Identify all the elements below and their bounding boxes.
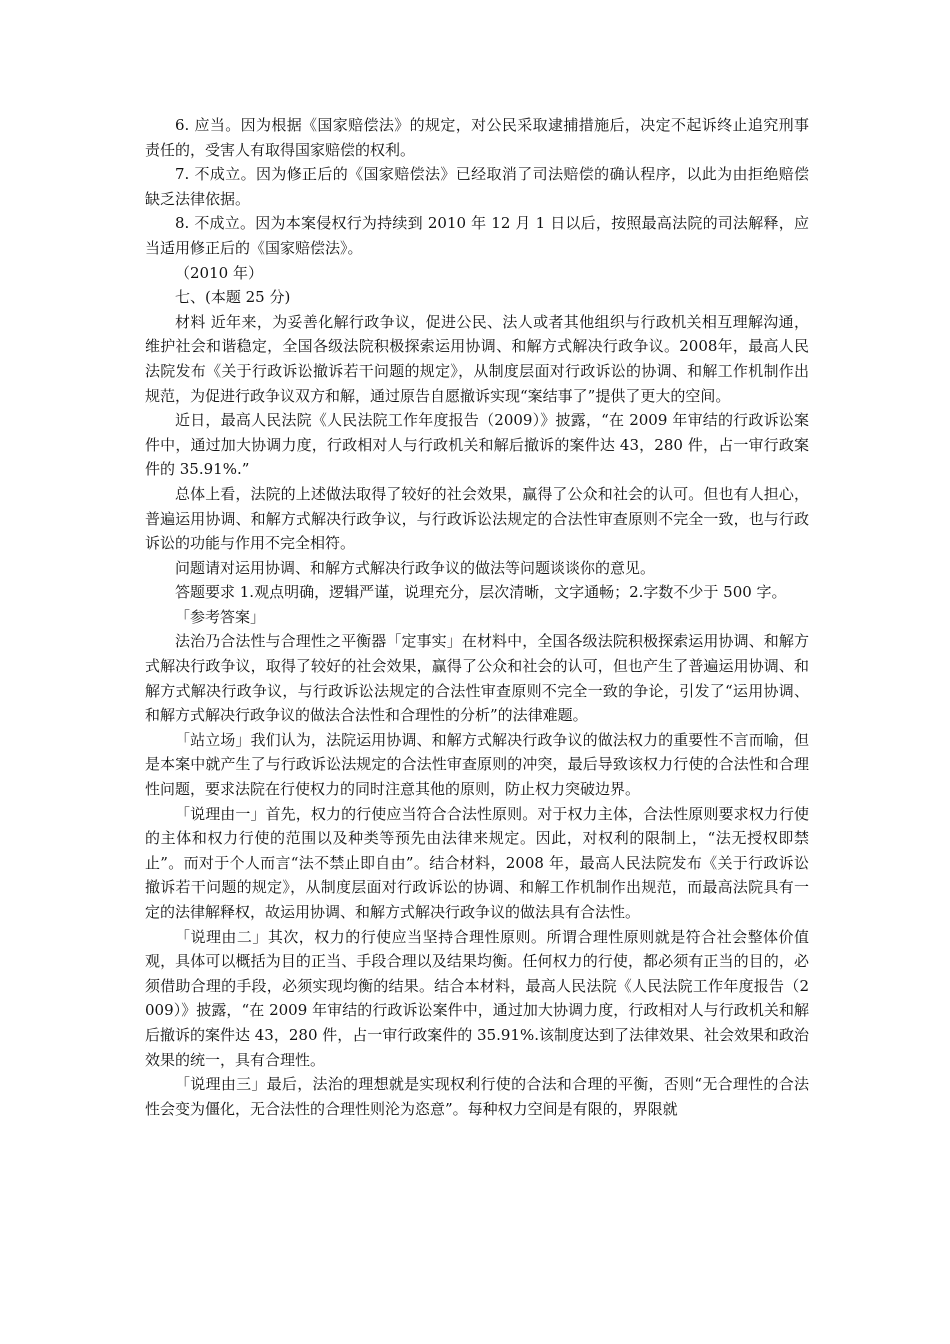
answer-reason-1: 「说理由一」首先，权力的行使应当符合合法性原则。对于权力主体，合法性原则要求权力行使的主体和权力行使的范围以及种类等预先由法律来规定。因此，对权利的限制上，“法无授权即禁止”。而对于个人而言“法不禁止即自由”。结合材料，2008 年，最高人民法院发布《关于行政诉讼撤诉若干问题的规定》，从制度层面对行政诉讼的协调、和解工作机制作出规范，而最高法院具有一定的法律解释权，故运用协调、和解方式解决行政争议的做法具有合法性。 <box>145 804 809 921</box>
question-heading: 七、(本题 25 分) <box>175 288 291 307</box>
question-prompt: 问题请对运用协调、和解方式解决行政争议的做法等问题谈谈你的意见。 <box>175 558 656 577</box>
answer-reason-3: 「说理由三」最后，法治的理想就是实现权利行使的合法和合理的平衡，否则“无合理性的合法性会变为僵化，无合法性的合理性则沦为恣意”。每种权力空间是有限的，界限就 <box>145 1075 809 1118</box>
document-body <box>145 113 809 1121</box>
answer-item-6: 6. 应当。因为根据《国家赔偿法》的规定，对公民采取逮捕措施后，决定不起诉终止追究刑事责任的，受害人有取得国家赔偿的权利。 <box>145 116 809 159</box>
material-paragraph-3: 总体上看，法院的上述做法取得了较好的社会效果，赢得了公众和社会的认可。但也有人担心，普遍运用协调、和解方式解决行政争议，与行政诉讼法规定的合法性审查原则不完全一致，也与行政诉讼的功能与作用不完全相符。 <box>145 484 809 553</box>
answer-position: 「站立场」我们认为，法院运用协调、和解方式解决行政争议的做法权力的重要性不言而喻，但是本案中就产生了与行政诉讼法规定的合法性审查原则的冲突，最后导致该权力行使的合法性和合理性问题，要求法院在行使权力的同时注意其他的原则，防止权力突破边界。 <box>145 730 809 799</box>
answer-facts: 法治乃合法性与合理性之平衡器「定事实」在材料中，全国各级法院积极探索运用协调、和解方式解决行政争议，取得了较好的社会效果，赢得了公众和社会的认可，但也产生了普遍运用协调、和解方式解决行政争议，与行政诉讼法规定的合法性审查原则不完全一致的争论，引发了“运用协调、和解方式解决行政争议的做法合法性和合理性的分析”的法律难题。 <box>145 632 809 725</box>
answer-reason-2: 「说理由二」其次，权力的行使应当坚持合理性原则。所谓合理性原则就是符合社会整体价值观，具体可以概括为目的正当、手段合理以及结果均衡。任何权力的行使，都必须有正当的目的，必须借助合理的手段，必须实现均衡的结果。结合本材料，最高人民法院《人民法院工作年度报告（2009）》披露，“在 2009 年审结的行政诉讼案件中，通过加大协调力度，行政相对人与行政机关和解后撤诉的案件达 43，280 件，占一审行政案件的 35.91%.该制度达到了法律效果、社会效果和政治效果的统一，具有合理性。 <box>145 927 809 1069</box>
answer-item-8: 8. 不成立。因为本案侵权行为持续到 2010 年 12 月 1 日以后，按照最高法院的司法解释，应当适用修正后的《国家赔偿法》。 <box>145 214 809 257</box>
answer-item-7: 7. 不成立。因为修正后的《国家赔偿法》已经取消了司法赔偿的确认程序，以此为由拒绝赔偿缺乏法律依据。 <box>145 165 809 208</box>
material-paragraph: 材料 近年来，为妥善化解行政争议，促进公民、法人或者其他组织与行政机关相互理解沟通，维护社会和谐稳定，全国各级法院积极探索运用协调、和解方式解决行政争议。2008年，最高人民法院发布《关于行政诉讼撤诉若干问题的规定》，从制度层面对行政诉讼的协调、和解工作机制作出规范，为促进行政争议双方和解，通过原告自愿撤诉实现“案结事了”提供了更大的空间。 <box>145 312 809 405</box>
material-paragraph-2: 近日，最高人民法院《人民法院工作年度报告（2009）》披露，“在 2009 年审结的行政诉讼案件中，通过加大协调力度，行政相对人与行政机关和解后撤诉的案件达 43，280 件，占一审行政案件的 35.91%.” <box>145 411 809 479</box>
reference-answer-heading: 「参考答案」 <box>175 607 266 626</box>
answer-requirements: 答题要求 1.观点明确，逻辑严谨，说理充分，层次清晰，文字通畅；2.字数不少于 500 字。 <box>175 583 787 602</box>
year-label: （2010 年） <box>175 263 263 282</box>
